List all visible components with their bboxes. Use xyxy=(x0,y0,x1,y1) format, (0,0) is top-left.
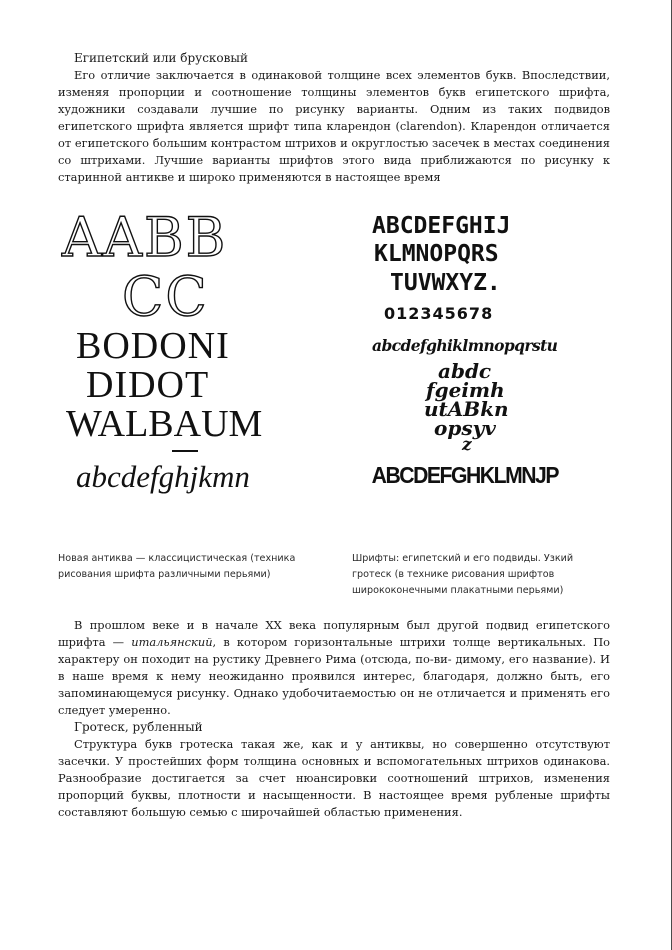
specimen-line-bodoni: BODONI xyxy=(76,325,230,367)
specimen-line-utabkn: utABkn xyxy=(424,397,509,421)
caption-left: Новая антиква — классицистическая (техника рисования шрифта различными перьями) xyxy=(58,553,296,580)
paragraph-text: В прошлом веке и в начале XX века популярным был другой подвид египетского шрифта — xyxy=(58,618,610,649)
specimen-line-digits: 012345678 xyxy=(384,304,494,323)
specimen-line-cc: CC xyxy=(122,265,209,328)
section-egyptian xyxy=(58,50,610,186)
specimen-rule xyxy=(62,444,302,458)
specimen-line-lowercase: abcdefghjkmn xyxy=(76,459,250,494)
caption-right: Шрифты: египетский и его подвиды. Узкий гротеск (в технике рисования шрифтов ширококонечными плакатными перьями) xyxy=(352,553,574,596)
paragraph-text: , в котором горизонтальные штрихи толще вертикальных. По характеру он походит на рустику Древнего Рима (отсюда, по-ви- димому, его название). И в наше время к нему неожиданно проявился интерес, благодаря, должно быть, его запоминающемуся рисунку. Однако удобочитаемостью он не отличается и применять его следует умеренно. xyxy=(58,635,610,717)
italic-term: итальянский xyxy=(131,635,213,649)
figure-egyptian-specimen xyxy=(368,212,598,498)
specimen-line-abdc: abdc xyxy=(438,359,492,383)
section-heading: Египетский или брусковый xyxy=(74,51,248,65)
section-italian-grotesque xyxy=(58,617,610,821)
specimen-line-aabb: AABB xyxy=(62,206,228,269)
figure-antiqua-specimen xyxy=(62,208,302,496)
body-paragraph: Структура букв гротеска такая же, как и у антиквы, но совершенно отсутствуют засечки. У простейших форм толщина основных и вспомогательных штрихов одинакова. Разнообразие достигается за счет нюансировки соотношений штрихов, изменения пропорций буквы, плотности и насыщенности. В настоящее время рубленые шрифты составляют большую семью с широчайшей областью применения. xyxy=(58,737,610,819)
specimen-line-t-z: TUVWXYZ. xyxy=(390,270,501,296)
specimen-line-italic-lowercase: abcdefghiklmnopqrstu xyxy=(372,336,558,355)
body-paragraph: Его отличие заключается в одинаковой толщине всех элементов букв. Впоследствии, изменяя пропорции и соотношение толщины элементов букв египетского шрифта, художники создавали лучшие по рисунку варианты. Одним из таких подвидов египетского шрифта является шрифт типа кларендон (clarendon). Кларендон отличается от египетского большим контрастом штрихов и округлостью засечек в местах соединения со штрихами. Лучшие варианты шрифтов этого вида приближаются по рисунку к старинной антикве и широко применяются в настоящее время xyxy=(58,68,610,184)
specimen-line-a-j: ABCDEFGHIJ xyxy=(372,213,511,239)
specimen-line-opsyv: opsyv xyxy=(434,416,496,440)
section-heading: Гротеск, рубленный xyxy=(74,720,203,734)
specimen-line-k-s: KLMNOPQRS xyxy=(374,241,499,267)
body-paragraph-italian xyxy=(58,617,610,719)
specimen-line-z: z xyxy=(462,435,472,455)
specimen-line-condensed: ABCDEFGHKLMNJP xyxy=(371,462,558,488)
specimen-line-walbaum: WALBAUM xyxy=(66,403,263,445)
specimen-line-didot: DIDOT xyxy=(86,364,210,406)
specimen-line-fgeimh: fgeimh xyxy=(426,378,505,402)
